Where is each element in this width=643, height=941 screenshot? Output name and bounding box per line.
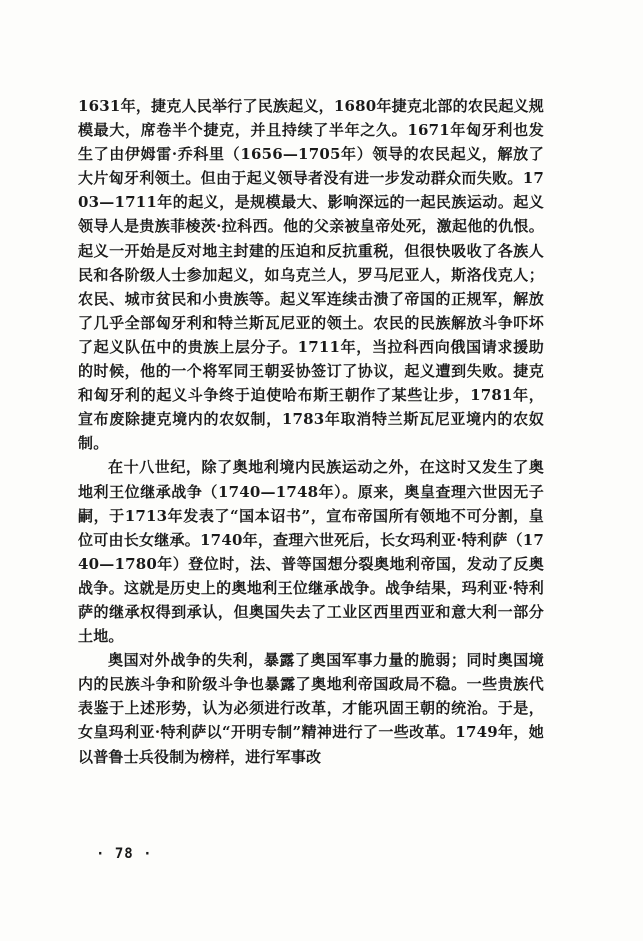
body-text [78,94,544,769]
page-number: · 78 · [96,846,153,862]
paragraph-1: 1631年，捷克人民举行了民族起义，1680年捷克北部的农民起义规模最大，席卷半个捷克，并且持续了半年之久。1671年匈牙利也发生了由伊姆雷·乔科里（1656—1705年）领导的农民起义，解放了大片匈牙利领土。但由于起义领导者没有进一步发动群众而失败。1703—1711年的起义，是规模最大、影响深远的一起民族运动。起义领导人是贵族菲棱茨·拉科西。他的父亲被皇帝处死，激起他的仇恨。起义一开始是反对地主封建的压迫和反抗重税，但很快吸收了各族人民和各阶级人士参加起义，如乌克兰人，罗马尼亚人，斯洛伐克人；农民、城市贫民和小贵族等。起义军连续击溃了帝国的正规军，解放了几乎全部匈牙利和特兰斯瓦尼亚的领土。农民的民族解放斗争吓坏了起义队伍中的贵族上层分子。1711年，当拉科西向俄国请求援助的时候，他的一个将军同王朝妥协签订了协议，起义遭到失败。捷克和匈牙利的起义斗争终于迫使哈布斯王朝作了某些让步，1781年，宣布废除捷克境内的农奴制，1783年取消特兰斯瓦尼亚境内的农奴制。 [78,97,544,453]
paragraph-2: 在十八世纪，除了奥地利境内民族运动之外，在这时又发生了奥地利王位继承战争（1740—1748年）。原来，奥皇查理六世因无子嗣，于1713年发表了“国本诏书”，宣布帝国所有领地不可分割，皇位可由长女继承。1740年，查理六世死后，长女玛利亚·特利萨（1740—1780年）登位时，法、普等国想分裂奥地利帝国，发动了反奥战争。这就是历史上的奥地利王位继承战争。战争结果，玛利亚·特利萨的继承权得到承认，但奥国失去了工业区西里西亚和意大利一部分土地。 [78,458,544,646]
paragraph-3: 奥国对外战争的失利，暴露了奥国军事力量的脆弱；同时奥国境内的民族斗争和阶级斗争也暴露了奥地利帝国政局不稳。一些贵族代表鉴于上述形势，认为必须进行改革，才能巩固王朝的统治。于是，女皇玛利亚·特利萨以“开明专制”精神进行了一些改革。1749年，她以普鲁士兵役制为榜样，进行军事改 [78,651,544,766]
